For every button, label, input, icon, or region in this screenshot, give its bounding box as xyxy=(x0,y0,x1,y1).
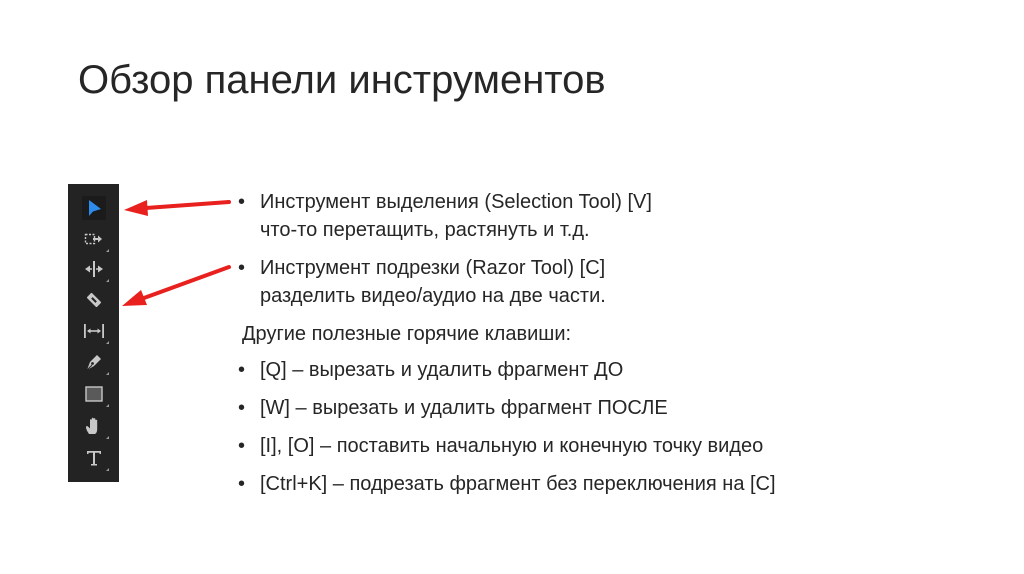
selection-tool-title: Инструмент выделения (Selection Tool) [V] xyxy=(260,191,652,213)
hotkey-item xyxy=(232,432,763,460)
submenu-corner-icon xyxy=(106,404,109,407)
ripple-edit-tool-button[interactable] xyxy=(82,257,106,281)
hotkey-text: [Q] – вырезать и удалить фрагмент ДО xyxy=(260,359,624,381)
selection-tool-callout-arrow xyxy=(124,200,229,216)
razor-tool-description: разделить видео/аудио на две части. xyxy=(260,285,606,307)
track-select-forward-icon xyxy=(82,227,106,251)
rectangle-icon xyxy=(82,382,106,406)
bullet-icon: • xyxy=(238,397,246,419)
razor-tool-item xyxy=(232,254,606,310)
hand-tool-button[interactable] xyxy=(82,414,106,438)
submenu-corner-icon xyxy=(106,279,109,282)
pen-tool-button[interactable] xyxy=(82,350,106,374)
submenu-corner-icon xyxy=(106,249,109,252)
bullet-icon: • xyxy=(238,191,246,213)
submenu-corner-icon xyxy=(106,436,109,439)
hotkey-item xyxy=(232,394,668,422)
ripple-edit-icon xyxy=(82,257,106,281)
razor-tool-callout-arrow xyxy=(122,267,229,306)
bullet-icon: • xyxy=(238,473,246,495)
tools-panel xyxy=(68,184,119,482)
razor-tool-title: Инструмент подрезки (Razor Tool) [C] xyxy=(260,257,606,279)
hotkey-text: [I], [O] – поставить начальную и конечную точку видео xyxy=(260,435,764,457)
track-select-tool-button[interactable] xyxy=(82,227,106,251)
hotkey-text: [W] – вырезать и удалить фрагмент ПОСЛЕ xyxy=(260,397,668,419)
hand-icon xyxy=(82,414,106,438)
slip-tool-button[interactable] xyxy=(82,319,106,343)
bullet-icon: • xyxy=(238,435,246,457)
bullet-icon: • xyxy=(238,257,246,279)
bullet-icon: • xyxy=(238,359,246,381)
submenu-corner-icon xyxy=(106,372,109,375)
selection-tool-button[interactable] xyxy=(82,196,106,220)
hotkey-item xyxy=(232,470,776,498)
slide-title: Обзор панели инструментов xyxy=(78,58,606,102)
selection-tool-description: что-то перетащить, растянуть и т.д. xyxy=(260,219,590,241)
selection-tool-item xyxy=(232,188,652,244)
submenu-corner-icon xyxy=(106,468,109,471)
razor-tool-button[interactable] xyxy=(82,288,106,312)
razor-blade-icon xyxy=(82,288,106,312)
hotkeys-heading: Другие полезные горячие клавиши: xyxy=(242,323,572,345)
rectangle-tool-button[interactable] xyxy=(82,382,106,406)
submenu-corner-icon xyxy=(106,341,109,344)
type-tool-button[interactable] xyxy=(82,446,106,470)
hotkey-text: [Ctrl+K] – подрезать фрагмент без переключения на [C] xyxy=(260,473,776,495)
hotkey-item xyxy=(232,356,623,384)
type-icon xyxy=(82,446,106,470)
slip-icon xyxy=(82,319,106,343)
pointer-arrow-icon xyxy=(82,196,106,220)
pen-icon xyxy=(82,350,106,374)
